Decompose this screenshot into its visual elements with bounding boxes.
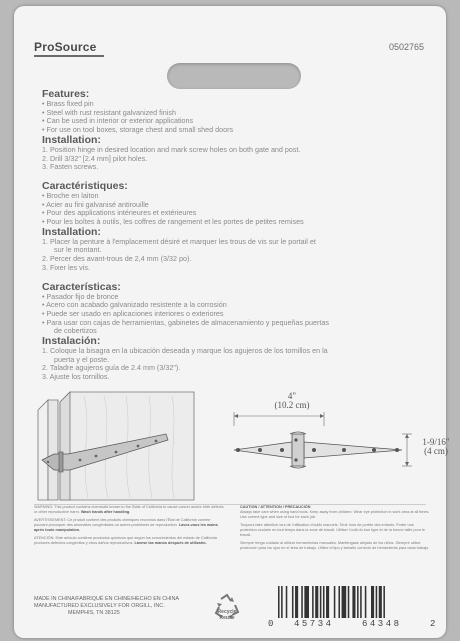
barcode-bar — [376, 586, 378, 618]
barcode-bar — [352, 586, 355, 618]
caution-heading: CAUTION / ATTENTION / PRECAUCIÓN — [240, 505, 311, 509]
installation-step-en: 1. Position hinge in desired location and mark screw holes on both gate and post. — [42, 144, 301, 154]
barcode-bar — [301, 586, 303, 618]
installation-heading-es: Instalación: — [42, 335, 101, 348]
length-metric: (10.2 cm) — [274, 400, 310, 410]
prop65-warnings — [34, 505, 224, 546]
installation-step-fr: 1. Placer la penture à l'emplacement désiré et marquer les trous de vis sur le portail et — [42, 236, 316, 246]
warning-en-bold: Wash hands after handling. — [80, 510, 131, 514]
made-in-block — [34, 596, 179, 617]
barcode-bar — [312, 586, 314, 618]
barcode-bar — [304, 586, 309, 618]
warning-es: ATENCIÓN: Este artículo contiene productos químicos que según los conocimientos del estado de California producen defectos congénitos y otros daños reproductivos. — [34, 536, 217, 545]
package-card — [14, 6, 450, 638]
width-inches: 1-9/16" — [422, 437, 450, 447]
warning-fr-bold: Lavez-vous les mains après toute manipulation. — [34, 523, 218, 532]
installation-heading-en: Installation: — [42, 133, 101, 146]
feature-item-en: • Brass fixed pin — [42, 99, 94, 108]
width-dimension — [416, 438, 456, 456]
feature-item-en: • Can be used in interior or exterior applications — [42, 116, 194, 126]
feature-item-fr: • Broche en laiton — [42, 190, 99, 200]
made-in-line: MADE IN CHINA/FABRIQUÉ EN CHINE/HECHO EN CHINA — [34, 596, 179, 602]
caution-fr: Toujours faire attention lors de l'utilisation d'outils manuels. Tenir hors de portée des enfants. Porter une protection oculaire en tout temps dans la zone de travail. Utiliser l'outil du bon type et de la bonne taille pour le travail. — [240, 523, 425, 537]
barcode-bar — [292, 586, 294, 618]
feature-item-fr: • Pour des applications intérieures et extérieures — [42, 208, 197, 218]
length-dimension — [252, 392, 332, 410]
recycle-label — [202, 609, 252, 621]
barcode-bar — [323, 586, 325, 618]
barcode-bar — [295, 586, 298, 618]
hang-hole — [167, 63, 301, 89]
barcode-bar — [342, 586, 347, 618]
barcode-bar — [338, 586, 340, 618]
sku-number: 0502765 — [388, 42, 424, 52]
feature-item-es: • Acero con acabado galvanizado resistente a la corrosión — [42, 300, 227, 310]
manufactured-for-line: MANUFACTURED EXCLUSIVELY FOR ORGILL, INC. — [34, 603, 165, 609]
warning-en: WARNING: This product contains chemicals known to the State of California to cause cancer and/or birth defects or other reproductive harm. — [34, 505, 224, 514]
warning-fr: AVERTISSEMENT: Ce produit contient des produits chimiques reconnus dans l'État de Californie comme pouvant provoquer des anomalies congénitales ou autres problèmes de reproduction. — [34, 518, 211, 527]
installation-step-es: 1. Coloque la bisagra en la ubicación deseada y marque los agujeros de los tornillos en la — [42, 346, 328, 356]
feature-item-es: • Puede ser usado en aplicaciones interiores o exteriores — [42, 308, 224, 318]
installation-step-es: 2. Taladre agujeros guía de 2.4 mm (3/32"). — [42, 363, 181, 373]
door-hinge-illustration — [34, 388, 204, 500]
barcode-bar — [326, 586, 329, 618]
feature-item-es: • Pasador fijo de bronce — [42, 291, 119, 301]
barcode-bar — [278, 586, 280, 618]
instructions-block — [42, 89, 432, 382]
barcode-bar — [379, 586, 382, 618]
barcode-bar — [383, 586, 385, 618]
upc-last-digit: 2 — [430, 619, 436, 629]
upc-first-digit: 0 — [268, 619, 274, 629]
features-heading-fr: Caractéristiques: — [42, 179, 128, 192]
feature-item-es: • Para usar con cajas de herramientas, gabinetes de almacenamiento y pequeñas puertas — [42, 317, 329, 327]
caution-block — [240, 505, 430, 551]
installation-step-es: 3. Ajuste los tornillos. — [42, 372, 110, 382]
upc-left-group: 45734 — [294, 619, 334, 629]
installation-step-fr: sur le montant. — [54, 245, 102, 255]
barcode — [278, 586, 428, 618]
upc-right-group: 64348 — [362, 619, 402, 629]
feature-item-es: de cobertizos — [54, 326, 97, 336]
installation-step-fr: 2. Percer des avant-trous de 2,4 mm (3/32 po). — [42, 254, 192, 264]
barcode-bar — [365, 586, 367, 618]
barcode-bar — [348, 586, 350, 618]
installation-step-es: puerta y el poste. — [54, 354, 110, 364]
address-line: MEMPHIS, TN 38125 — [68, 610, 120, 616]
feature-item-en: • Steel with rust resistant galvanized finish — [42, 107, 176, 117]
width-metric: (4 cm) — [424, 446, 448, 456]
features-heading-en: Features: — [42, 88, 90, 100]
reuse-word: Reuse — [219, 615, 235, 621]
barcode-bar — [281, 586, 283, 618]
feature-item-fr: • Pour les boîtes à outils, les coffres de rangement et les portes de petites remises — [42, 217, 304, 227]
features-heading-es: Características: — [42, 280, 121, 293]
feature-item-fr: • Acier au fini galvanisé antirouille — [42, 199, 149, 209]
installation-heading-fr: Installation: — [42, 225, 101, 238]
warning-es-bold: Lávese las manos después de utilizarlo. — [134, 541, 207, 545]
barcode-bar — [286, 586, 288, 618]
brand-logo: ProSource — [34, 40, 97, 54]
installation-step-en: 3. Fasten screws. — [42, 162, 99, 172]
caution-es: Siempre tenga cuidado al utilizar herramientas manuales. Manténgase alejado de los niños. Siempre utilice protección para los ojos en el área de trabajo. Utilice el tipo y tamaño correcto de herramienta para cada trabajo. — [240, 541, 430, 550]
recycle-word: Recycle — [217, 609, 237, 615]
illustration-area — [34, 388, 450, 498]
barcode-bar — [320, 586, 322, 618]
brand-underline — [34, 55, 104, 57]
barcode-bar — [371, 586, 374, 618]
barcode-bar — [360, 586, 362, 618]
caution-en: Always take care when using hand tools. Keep away from children. Wear eye protection in work area at all times. Use correct type and size of tool for each job. — [240, 510, 430, 519]
feature-item-en: • For use on tool boxes, storage chest and small shed doors — [42, 125, 234, 135]
barcode-bar — [357, 586, 359, 618]
barcode-bar — [334, 586, 336, 618]
installation-step-fr: 3. Fixer les vis. — [42, 262, 90, 272]
installation-step-en: 2. Drill 3/32" [2.4 mm] pilot holes. — [42, 153, 148, 163]
length-inches: 4" — [287, 391, 297, 401]
barcode-bar — [315, 586, 318, 618]
